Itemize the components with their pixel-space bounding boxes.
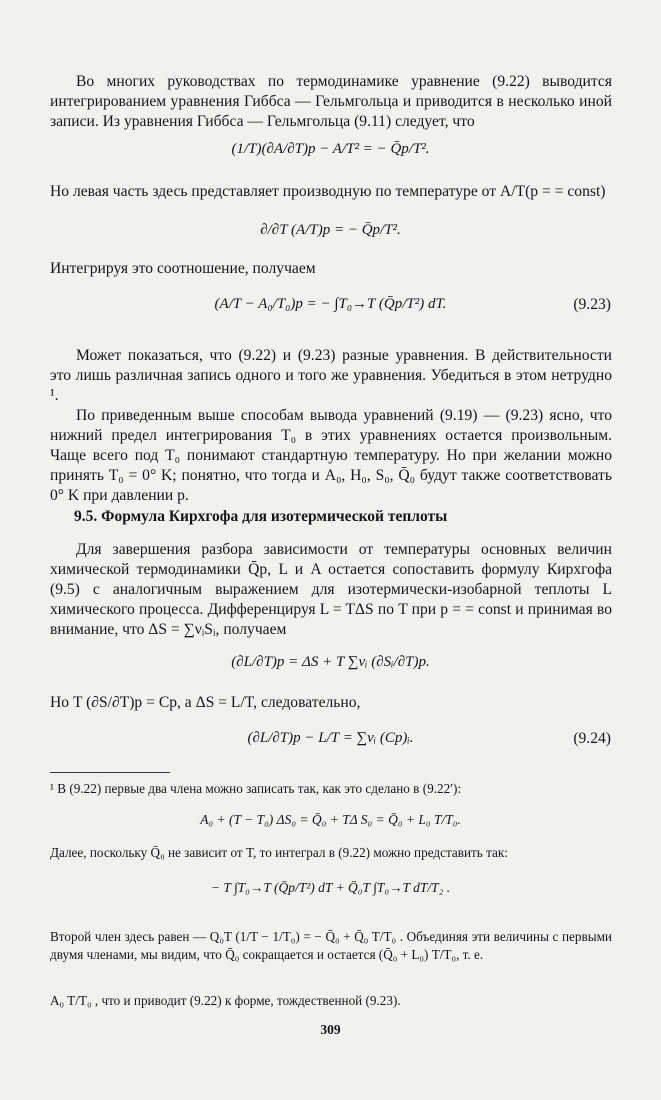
section-heading: 9.5. Формула Кирхгофа для изотермической теплоты bbox=[74, 508, 448, 525]
paragraph-consequently: Но T (∂S/∂T)p = Cp, а ΔS = L/T, следовательно, bbox=[50, 694, 361, 711]
equation-number-9-23: (9.23) bbox=[573, 296, 611, 313]
paragraph-intro: Во многих руководствах по термодинамике уравнение (9.22) выводится интегрированием уравнения Гиббса — Гельмгольца и приводится в несколько иной записи. Из уравнения Гиббса — Гельмгольца (9.11) следует, что bbox=[50, 73, 612, 130]
paragraph-derivative: Но левая часть здесь представляет производную по температуре от A/T(p = = const) bbox=[50, 183, 606, 200]
footnote-line-3: Второй член здесь равен — Q₀T (1/T − 1/T₀) = − Q̄₀ + Q̄₀ T/T₀ . Объединяя эти величины с первыми двумя членами, мы видим, что Q̄₀ сокращается и остается (Q̄₀ + L₀) T/T₀, т. е. bbox=[50, 929, 612, 962]
footnote-line-4: A₀ T/T₀ , что и приводит (9.22) к форме, тождественной (9.23). bbox=[50, 993, 401, 1008]
paragraph-kirchhoff: Для завершения разбора зависимости от температуры основных величин химической термодинамики Q̄p, L и A остается сопоставить формулу Кирхгофа (9.5) с аналогичным выражением для изотермически-изобарной теплоты L химического процесса. Дифференцируя L = TΔS по T при p = = const и принимая во внимание, что ΔS = ∑νᵢSᵢ, получаем bbox=[50, 541, 612, 638]
equation-gibbs-helmholtz: (1/T)(∂A/∂T)p − A/T² = − Q̄p/T². bbox=[231, 141, 430, 157]
footnote-divider bbox=[50, 772, 170, 773]
paragraph-same-equation: Может показаться, что (9.22) и (9.23) разные уравнения. В действительности это лишь различная запись одного и того же уравнения. Убедиться в этом нетрудно ¹. bbox=[50, 347, 612, 404]
equation-derivative: ∂/∂T (A/T)p = − Q̄p/T². bbox=[260, 222, 401, 238]
equation-9-24-body: (∂L/∂T)p − L/T = ∑νᵢ (Cp)ᵢ. bbox=[247, 730, 414, 746]
equation-9-23 bbox=[0, 296, 661, 313]
paragraph-lower-limit: По приведенным выше способам вывода уравнений (9.19) — (9.23) ясно, что нижний предел интегрирования T₀ в этих уравнениях остается произвольным. Чаще всего под T₀ понимают стандартную температуру. Но при желании можно принять T₀ = 0° K; понятно, что тогда и A₀, H₀, S₀, Q̄₀ будут также соответствовать 0° K при давлении p. bbox=[50, 407, 612, 504]
footnote-line-1: ¹ В (9.22) первые два члена можно записать так, как это сделано в (9.22′): bbox=[50, 781, 462, 796]
equation-9-24 bbox=[0, 730, 661, 747]
equation-9-23-body: (A/T − A₀/T₀)p = − ∫T₀→T (Q̄p/T²) dT. bbox=[214, 296, 447, 312]
footnote-line-2: Далее, поскольку Q̄₀ не зависит от T, то интеграл в (9.22) можно представить так: bbox=[50, 845, 508, 860]
footnote-equation-2: − T ∫T₀→T (Q̄p/T²) dT + Q̄₀T ∫T₀→T dT/T₂ . bbox=[210, 880, 451, 895]
equation-dL-dT: (∂L/∂T)p = ΔS + T ∑νᵢ (∂Sᵢ/∂T)p. bbox=[231, 654, 430, 670]
page-number: 309 bbox=[320, 1022, 341, 1037]
equation-number-9-24: (9.24) bbox=[573, 730, 611, 747]
footnote-equation-1: A₀ + (T − T₀) ΔS₀ = Q̄₀ + TΔ S₀ = Q̄₀ + L₀ T/T₀. bbox=[200, 812, 461, 827]
paragraph-integrating: Интегрируя это соотношение, получаем bbox=[50, 260, 316, 277]
